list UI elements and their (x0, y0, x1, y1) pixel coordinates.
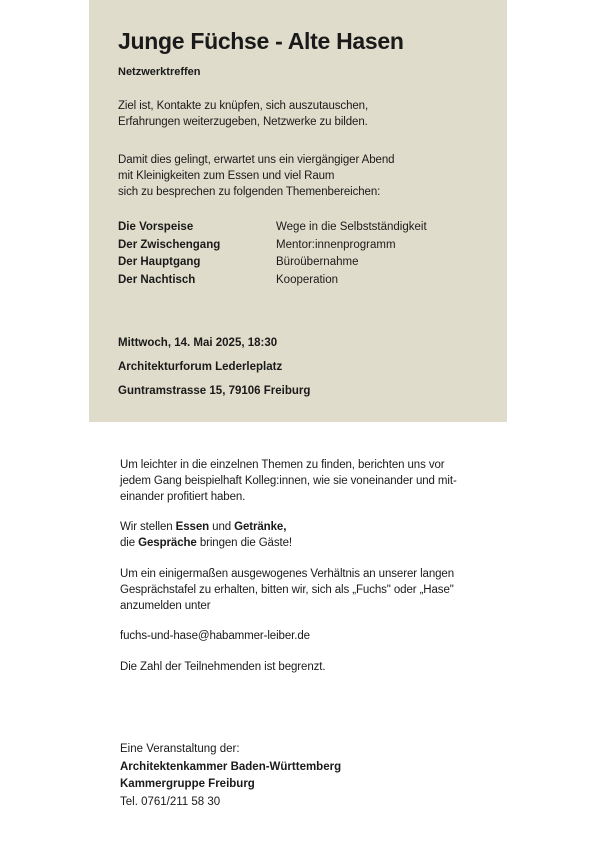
details-line (120, 535, 292, 551)
menu-topics (276, 219, 427, 289)
text-fragment: und (209, 521, 235, 533)
emphasis-essen: Essen (175, 521, 210, 533)
footer-intro: Eine Veranstaltung der: (120, 743, 240, 755)
menu-course: Die Vorspeise (118, 221, 194, 233)
details-paragraph-2 (120, 519, 292, 551)
intro-paragraph (118, 98, 368, 130)
description-line: mit Kleinigkeiten zum Essen und viel Raum (118, 170, 335, 182)
menu-topic: Wege in die Selbstständigkeit (276, 221, 427, 233)
details-paragraph-3 (120, 566, 454, 614)
event-address: Guntramstrasse 15, 79106 Freiburg (118, 385, 311, 397)
text-fragment: bringen die Gäste! (196, 537, 292, 549)
details-line: Um leichter in die einzelnen Themen zu finden, berichten uns vor (120, 459, 445, 471)
details-line: jedem Gang beispielhaft Kolleg:innen, wie sie voneinander und mit- (120, 475, 457, 487)
menu-topic: Mentor:innenprogramm (276, 238, 396, 251)
intro-line: Erfahrungen weiterzugeben, Netzwerke zu bilden. (118, 116, 368, 128)
event-info (118, 331, 310, 403)
menu-topic: Büroübernahme (276, 256, 359, 268)
details-line: Gesprächstafel zu erhalten, bitten wir, sich als „Fuchs" oder „Hase" (120, 584, 454, 596)
footer-organizer (120, 741, 341, 811)
menu-course: Der Hauptgang (118, 256, 201, 268)
details-line: Um ein einigermaßen ausgewogenes Verhältnis an unserer langen (120, 568, 454, 580)
menu-courses (118, 219, 220, 289)
event-datetime: Mittwoch, 14. Mai 2025, 18:30 (118, 337, 278, 349)
menu-course: Der Nachtisch (118, 273, 196, 286)
menu-course: Der Zwischengang (118, 238, 221, 251)
details-paragraph-1 (120, 457, 457, 505)
details-line: Die Zahl der Teilnehmenden ist begrenzt. (120, 661, 326, 673)
email-line (120, 628, 310, 644)
emphasis-gespraeche: Gespräche (138, 537, 197, 549)
event-venue: Architekturforum Lederleplatz (118, 361, 283, 373)
page-subtitle: Netzwerktreffen (118, 66, 201, 78)
intro-line: Ziel ist, Kontakte zu knüpfen, sich auszutauschen, (118, 100, 369, 112)
page-title: Junge Füchse - Alte Hasen (118, 28, 404, 54)
text-fragment: Wir stellen (120, 521, 176, 533)
menu-topic: Kooperation (276, 273, 339, 286)
description-line: sich zu besprechen zu folgenden Themenbereichen: (118, 186, 381, 198)
email-link[interactable]: fuchs-und-hase@habammer-leiber.de (120, 630, 310, 642)
footer-group: Kammergruppe Freiburg (120, 778, 255, 790)
description-paragraph (118, 152, 394, 200)
participant-limit (120, 659, 325, 675)
text-fragment: , (283, 521, 287, 533)
details-line: anzumelden unter (120, 600, 211, 612)
text-fragment: die (120, 537, 139, 549)
description-line: Damit dies gelingt, erwartet uns ein viergängiger Abend (118, 154, 395, 166)
emphasis-getraenke: Getränke (234, 521, 284, 533)
details-line: einander profitiert haben. (120, 491, 246, 503)
footer-org: Architektenkammer Baden-Württemberg (120, 760, 342, 773)
details-line (120, 519, 292, 535)
footer-phone: Tel. 0761/211 58 30 (120, 795, 221, 808)
